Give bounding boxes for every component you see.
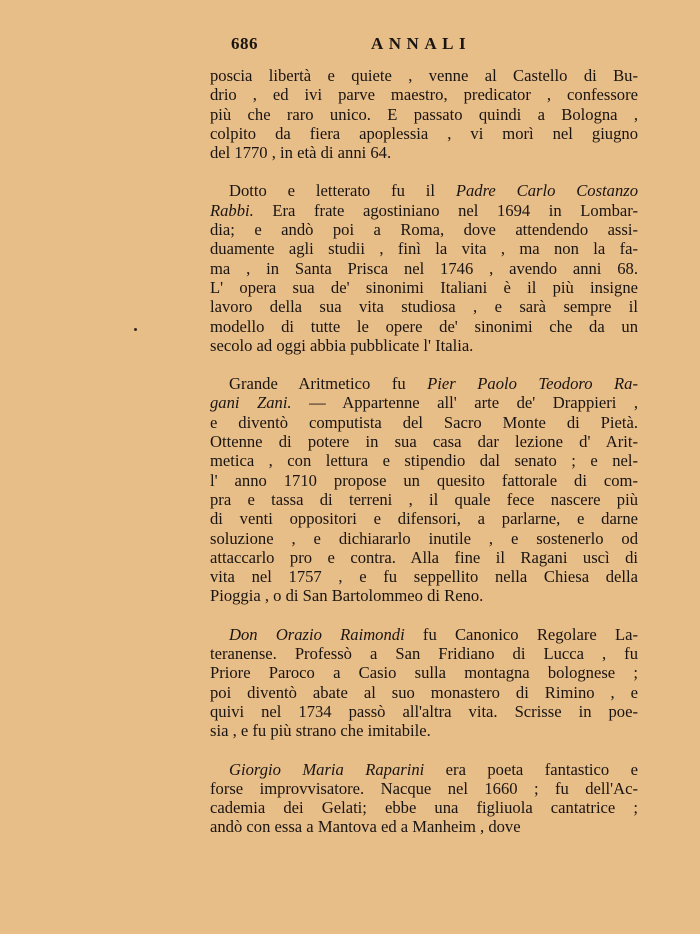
paragraph: [210, 760, 638, 837]
text-run: Grande Aritmetico fu: [229, 374, 428, 394]
text-run: dia; e andò poi a Roma, dove attendendo assi-: [210, 220, 638, 240]
text-line: [210, 432, 638, 451]
text-line: [210, 451, 638, 470]
text-run: metica , con lettura e stipendio dal senato ; e nel-: [210, 451, 638, 471]
text-line: [210, 66, 638, 85]
text-line: [210, 625, 638, 644]
text-line: [210, 798, 638, 817]
text-run: ma , in Santa Prisca nel 1746 , avendo anni 68.: [210, 258, 638, 278]
italic-name: Giorgio Maria Raparini: [229, 759, 425, 779]
italic-name: Padre Carlo Costanzo: [455, 181, 638, 201]
text-line: [210, 586, 638, 605]
text-run: fu Canonico Regolare La-: [404, 624, 638, 644]
text-run: teranense. Professò a San Fridiano di Lucca , fu: [210, 644, 638, 664]
text-column: [210, 66, 638, 837]
text-run: pra e tassa di terreni , il quale fece nascere più: [210, 489, 638, 509]
text-line: [210, 220, 638, 239]
italic-name: Pier Paolo Teodoro Ra-: [427, 374, 638, 394]
text-line: [210, 259, 638, 278]
text-run: quivi nel 1734 passò all'altra vita. Scrisse in poe-: [210, 701, 638, 721]
paragraph: [210, 625, 638, 741]
text-line: [210, 683, 638, 702]
text-run: del 1770 , in età di anni 64.: [210, 143, 392, 163]
text-line: [210, 393, 638, 412]
text-line: [210, 336, 638, 355]
text-run: secolo ad oggi abbia pubblicate l' Italia.: [210, 335, 474, 355]
text-run: forse improvvisatore. Nacque nel 1660 ; fu dell'Ac-: [210, 778, 638, 798]
text-line: [210, 297, 638, 316]
text-run: sia , e fu più strano che imitabile.: [210, 721, 431, 741]
text-run: colpito da fiera apoplessia , vi morì nel giugno: [210, 123, 638, 143]
text-run: l' anno 1710 propose un quesito fattorale di com-: [210, 470, 638, 490]
text-line: [210, 567, 638, 586]
text-run: lavoro della sua vita studiosa , e sarà sempre il: [210, 297, 638, 317]
text-run: drio , ed ivi parve maestro, predicator , confessore: [210, 85, 638, 105]
paragraph: [210, 374, 638, 606]
paragraph: [210, 181, 638, 355]
text-run: vita nel 1757 , e fu seppellito nella Chiesa della: [210, 567, 638, 587]
text-line: [210, 124, 638, 143]
text-run: — Appartenne all' arte de' Drappieri ,: [291, 393, 638, 413]
text-line: [210, 278, 638, 297]
paragraph: [210, 66, 638, 162]
text-line: [210, 374, 638, 393]
text-run: L' opera sua de' sinonimi Italiani è il più insigne: [210, 277, 638, 297]
text-line: [210, 239, 638, 258]
text-run: modello di tutte le opere de' sinonimi che da un: [210, 316, 638, 336]
text-run: soluzione , e dichiararlo inutile , e sostenerlo od: [210, 528, 638, 548]
text-line: [210, 509, 638, 528]
text-line: [210, 529, 638, 548]
italic-name: Rabbi.: [210, 200, 254, 220]
text-run: cademia dei Gelati; ebbe una figliuola cantatrice ;: [210, 798, 638, 818]
text-run: Dotto e letterato fu il: [229, 181, 456, 201]
text-line: [210, 702, 638, 721]
text-run: più che raro unico. E passato quindi a Bologna ,: [210, 104, 638, 124]
text-line: [210, 663, 638, 682]
text-run: poi diventò abate al suo monastero di Rimino , e: [210, 682, 638, 702]
running-head: ANNALI: [371, 34, 472, 53]
text-run: duamente agli studii , finì la vita , ma non la fa-: [210, 239, 638, 259]
text-line: [210, 490, 638, 509]
page-number: 686: [231, 34, 258, 53]
text-line: [210, 471, 638, 490]
italic-name: gani Zani.: [210, 393, 292, 413]
text-run: era poeta fantastico e: [424, 759, 638, 779]
text-run: Pioggia , o di San Bartolommeo di Reno.: [210, 586, 484, 606]
text-line: [210, 143, 638, 162]
text-run: Era frate agostiniano nel 1694 in Lombar-: [253, 200, 638, 220]
text-line: [210, 721, 638, 740]
text-run: attaccarlo pro e contra. Alla fine il Ragani uscì di: [210, 547, 638, 567]
text-line: [210, 817, 638, 836]
text-run: andò con essa a Mantova ed a Manheim , dove: [210, 817, 521, 837]
text-line: [210, 181, 638, 200]
page-header: [0, 34, 700, 56]
text-line: [210, 644, 638, 663]
text-run: Priore Paroco a Casio sulla montagna bolognese ;: [210, 663, 638, 683]
text-line: [210, 85, 638, 104]
text-line: [210, 548, 638, 567]
text-line: [210, 779, 638, 798]
ink-speck: [134, 328, 137, 331]
text-line: [210, 105, 638, 124]
italic-name: Don Orazio Raimondi: [229, 624, 405, 644]
text-line: [210, 413, 638, 432]
text-line: [210, 760, 638, 779]
text-run: poscia libertà e quiete , venne al Castello di Bu-: [210, 66, 638, 85]
text-line: [210, 317, 638, 336]
text-run: di venti oppositori e difensori, a parlarne, e darne: [210, 509, 638, 529]
text-run: e diventò computista del Sacro Monte di Pietà.: [210, 412, 638, 432]
text-run: Ottenne di potere in sua casa dar lezione d' Arit-: [210, 432, 638, 452]
text-line: [210, 201, 638, 220]
